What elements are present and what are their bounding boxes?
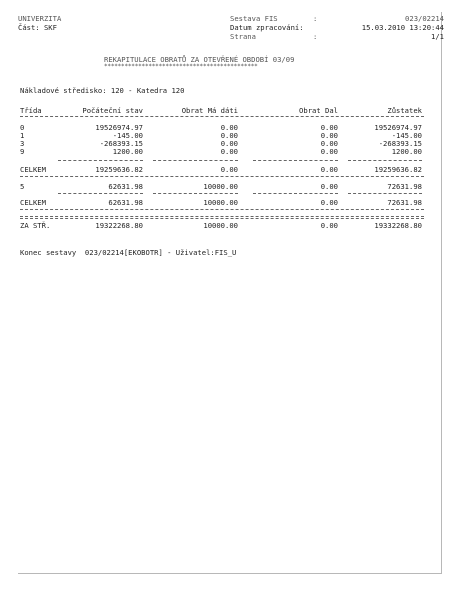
cell-credit: 0.00 bbox=[320, 123, 338, 132]
cell-debit: 10000.00 bbox=[203, 198, 238, 207]
report-page bbox=[18, 12, 442, 574]
cell-start: 62631.98 bbox=[108, 182, 143, 191]
cell-debit: 10000.00 bbox=[203, 221, 238, 230]
cell-start: 19322268.80 bbox=[95, 221, 143, 230]
subtotal-divider bbox=[253, 193, 338, 194]
cell-start: -145.00 bbox=[112, 131, 143, 140]
cell-debit: 0.00 bbox=[220, 165, 238, 174]
cell-balance: 72631.98 bbox=[387, 182, 422, 191]
cell-start: 19526974.97 bbox=[95, 123, 143, 132]
col-balance: Zůstatek bbox=[387, 106, 422, 115]
subtotal-divider bbox=[153, 160, 238, 161]
cell-class: 3 bbox=[20, 139, 25, 148]
report-title: REKAPITULACE OBRATŮ ZA OTEVŘENÉ OBDOBÍ 03/09 bbox=[104, 55, 295, 64]
col-start: Počáteční stav bbox=[82, 106, 143, 115]
cell-class: 5 bbox=[20, 182, 25, 191]
cell-balance: 19259636.82 bbox=[374, 165, 422, 174]
cell-balance: -145.00 bbox=[391, 131, 422, 140]
report-label: Sestava FIS bbox=[230, 14, 278, 23]
cell-credit: 0.00 bbox=[320, 147, 338, 156]
col-class: Třída bbox=[20, 106, 42, 115]
cell-class: 9 bbox=[20, 147, 25, 156]
subtotal-divider bbox=[153, 193, 238, 194]
part-label: Část: SKF bbox=[18, 23, 57, 32]
cell-start: 62631.98 bbox=[108, 198, 143, 207]
report-footer: Konec sestavy 023/02214[EKOBOTR] - Uživatel:FIS_U bbox=[20, 248, 237, 257]
report-number: 023/02214 bbox=[405, 14, 444, 23]
cell-balance: 19526974.97 bbox=[374, 123, 422, 132]
page-label: Strana bbox=[230, 32, 256, 41]
title-underline: ********************************************* bbox=[104, 63, 258, 70]
grand-divider bbox=[20, 218, 424, 219]
cell-credit: 0.00 bbox=[320, 221, 338, 230]
page-number: 1/1 bbox=[431, 32, 444, 41]
report-sep: : bbox=[313, 14, 318, 23]
cell-class: CELKEM bbox=[20, 165, 46, 174]
page-sep: : bbox=[313, 32, 318, 41]
cell-debit: 0.00 bbox=[220, 139, 238, 148]
org-name: UNIVERZITA bbox=[18, 14, 62, 23]
cell-credit: 0.00 bbox=[320, 131, 338, 140]
cell-credit: 0.00 bbox=[320, 165, 338, 174]
cost-center: Nákladové středisko: 120 - Katedra 120 bbox=[20, 86, 185, 95]
cell-credit: 0.00 bbox=[320, 198, 338, 207]
subtotal-divider bbox=[348, 193, 422, 194]
subtotal-divider bbox=[253, 160, 338, 161]
cell-start: 19259636.82 bbox=[95, 165, 143, 174]
subtotal-divider bbox=[58, 160, 143, 161]
cell-balance: 72631.98 bbox=[387, 198, 422, 207]
cell-class: CELKEM bbox=[20, 198, 46, 207]
cell-credit: 0.00 bbox=[320, 139, 338, 148]
col-debit: Obrat Má dáti bbox=[181, 106, 238, 115]
grand-divider bbox=[20, 216, 424, 217]
subtotal-divider bbox=[58, 193, 143, 194]
col-credit: Obrat Dal bbox=[299, 106, 338, 115]
cell-balance: -268393.15 bbox=[378, 139, 422, 148]
cell-start: -268393.15 bbox=[99, 139, 143, 148]
date-value: 15.03.2010 13:20:44 bbox=[361, 23, 444, 32]
cell-balance: 1200.00 bbox=[391, 147, 422, 156]
header-divider bbox=[20, 116, 424, 117]
cell-credit: 0.00 bbox=[320, 182, 338, 191]
section-divider bbox=[20, 176, 424, 177]
cell-class: ZA STŘ. bbox=[20, 221, 51, 230]
cell-class: 1 bbox=[20, 131, 25, 140]
cell-class: 0 bbox=[20, 123, 25, 132]
cell-balance: 19332268.80 bbox=[374, 221, 422, 230]
date-label: Datum zpracování: bbox=[230, 23, 304, 32]
cell-debit: 0.00 bbox=[220, 123, 238, 132]
cell-debit: 10000.00 bbox=[203, 182, 238, 191]
section-divider bbox=[20, 209, 424, 210]
cell-start: 1200.00 bbox=[112, 147, 143, 156]
subtotal-divider bbox=[348, 160, 422, 161]
cell-debit: 0.00 bbox=[220, 131, 238, 140]
cell-debit: 0.00 bbox=[220, 147, 238, 156]
